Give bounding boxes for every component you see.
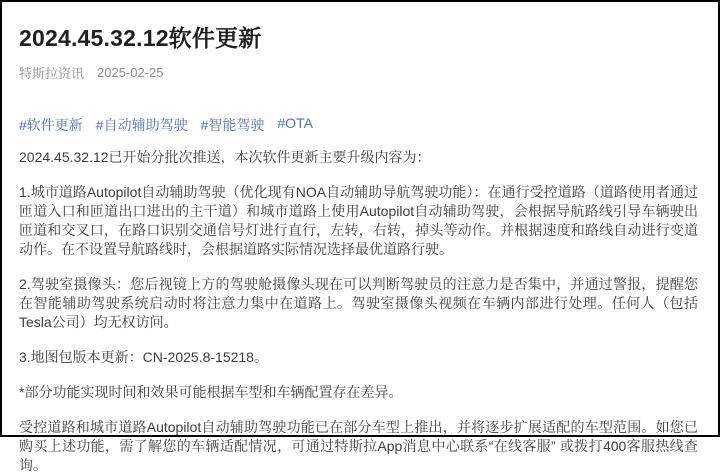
paragraph-city-autopilot: 1.城市道路Autopilot自动辅助驾驶（优化现有NOA自动辅助导航驾驶功能）：在通行受控道路（道路使用者通过匝道入口和匝道出口进出的主干道）和城市道路上使用Autopilot自动辅助驾驶，会根据导航路线引导车辆驶出匝道和交叉口，在路口识别交通信号灯进行直行，左转，右转，掉头等动作。并根据速度和路线自动进行变道动作。在不设置导航路线时，会根据道路实际情况选择最优道路行驶。 (19, 184, 698, 257)
tag-autopilot[interactable]: #自动辅助驾驶 (95, 117, 188, 133)
tag-smart-driving[interactable]: #智能驾驶 (200, 117, 265, 133)
paragraph-disclaimer: *部分功能实现时间和效果可能根据车型和车辆配置存在差异。 (19, 384, 403, 400)
paragraph-intro: 2024.45.32.12已开始分批次推送，本次软件更新主要升级内容为： (19, 149, 431, 165)
article-source: 特斯拉资讯 (19, 66, 85, 81)
byline (19, 63, 698, 82)
article-page (2, 2, 718, 473)
article-body (19, 148, 698, 475)
tag-software-update[interactable]: #软件更新 (19, 117, 83, 133)
page-title: 2024.45.32.12软件更新 (19, 25, 262, 51)
article-date: 2025-02-25 (97, 65, 164, 80)
paragraph-cabin-camera: 2.驾驶室摄像头：您后视镜上方的驾驶舱摄像头现在可以判断驾驶员的注意力是否集中，并通过警报，提醒您在智能辅助驾驶系统启动时将注意力集中在道路上。驾驶室摄像头视频在车辆内部进行处理。任何人（包括Tesla公司）均无权访问。 (19, 276, 698, 330)
paragraph-availability: 受控道路和城市道路Autopilot自动辅助驾驶功能已在部分车型上推出，并将逐步扩展适配的车型范围。如您已购买上述功能，需了解您的车辆适配情况，可通过特斯拉App消息中心联系“在线客服” 或拨打400客服热线查询。 (19, 419, 698, 473)
tag-ota[interactable]: #OTA (277, 115, 313, 131)
paragraph-map-update: 3.地图包版本更新：CN-2025.8-15218。 (19, 349, 268, 365)
tag-list (19, 115, 698, 135)
